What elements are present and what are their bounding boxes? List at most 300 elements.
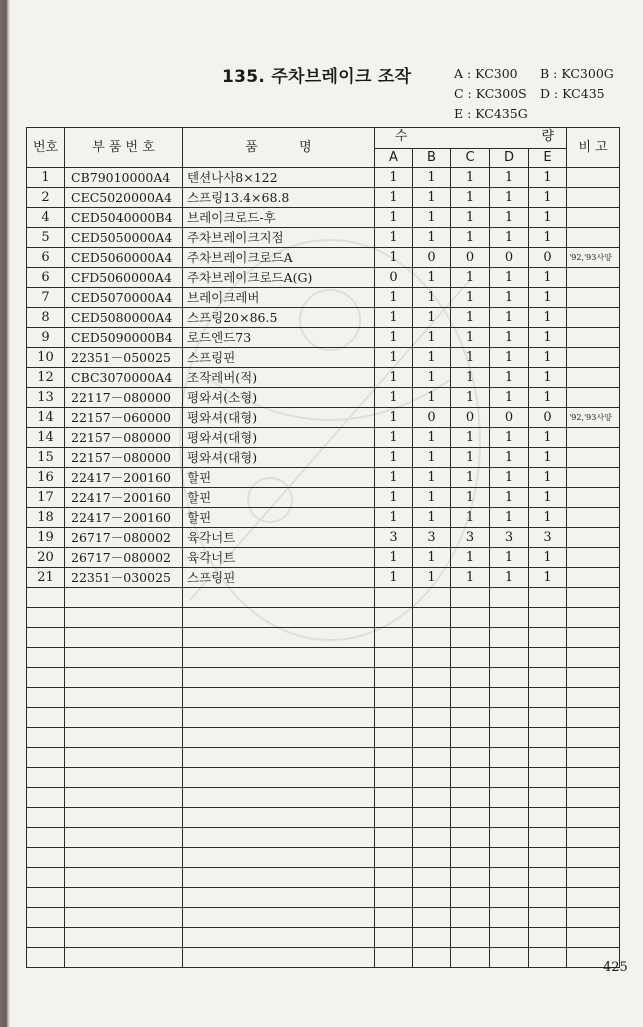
row-part-name — [183, 768, 375, 788]
row-part-name: 브레이크로드-후 — [183, 208, 375, 228]
row-part-no — [65, 828, 183, 848]
row-qty-c: 1 — [451, 328, 490, 348]
row-no: 1 — [27, 168, 65, 188]
row-remarks — [567, 288, 620, 308]
row-qty-a — [375, 888, 413, 908]
row-remarks — [567, 568, 620, 588]
row-qty-a: 1 — [375, 428, 413, 448]
row-qty-c: 1 — [451, 388, 490, 408]
row-qty-a — [375, 808, 413, 828]
row-part-name — [183, 868, 375, 888]
row-qty-b — [413, 768, 451, 788]
row-qty-b — [413, 868, 451, 888]
row-qty-c — [451, 708, 490, 728]
row-part-name — [183, 728, 375, 748]
row-part-no: CFD5060000A4 — [65, 268, 183, 288]
row-part-name: 주차브레이크로드A — [183, 248, 375, 268]
row-qty-e — [529, 748, 567, 768]
header-col-c: C — [451, 149, 490, 168]
row-remarks — [567, 868, 620, 888]
row-part-no — [65, 628, 183, 648]
row-qty-c: 1 — [451, 428, 490, 448]
row-qty-c: 1 — [451, 548, 490, 568]
row-part-name — [183, 888, 375, 908]
row-qty-c: 1 — [451, 188, 490, 208]
row-qty-c — [451, 628, 490, 648]
row-part-name: 평와셔(대형) — [183, 428, 375, 448]
row-qty-d — [490, 728, 529, 748]
row-no — [27, 808, 65, 828]
row-qty-c — [451, 608, 490, 628]
table-row — [27, 328, 620, 348]
row-qty-c — [451, 668, 490, 688]
row-qty-a: 1 — [375, 248, 413, 268]
row-qty-b — [413, 588, 451, 608]
row-qty-c — [451, 648, 490, 668]
row-qty-a: 1 — [375, 508, 413, 528]
row-qty-d: 1 — [490, 488, 529, 508]
row-qty-e — [529, 808, 567, 828]
row-qty-d — [490, 648, 529, 668]
row-qty-c — [451, 848, 490, 868]
row-no — [27, 768, 65, 788]
header-col-d: D — [490, 149, 529, 168]
row-qty-b: 1 — [413, 208, 451, 228]
row-qty-b — [413, 628, 451, 648]
row-no: 6 — [27, 268, 65, 288]
row-part-no — [65, 928, 183, 948]
row-no — [27, 628, 65, 648]
row-part-name: 스프링13.4×68.8 — [183, 188, 375, 208]
row-qty-c — [451, 588, 490, 608]
row-qty-c — [451, 748, 490, 768]
row-qty-b — [413, 748, 451, 768]
row-remarks — [567, 848, 620, 868]
table-row — [27, 648, 620, 668]
row-part-name: 할핀 — [183, 508, 375, 528]
row-part-name: 브레이크레버 — [183, 288, 375, 308]
row-part-no: 22351－050025 — [65, 348, 183, 368]
row-part-name: 주차브레이크로드A(G) — [183, 268, 375, 288]
table-row — [27, 588, 620, 608]
row-part-name: 할핀 — [183, 488, 375, 508]
row-no: 14 — [27, 428, 65, 448]
row-part-no — [65, 948, 183, 968]
row-remarks — [567, 448, 620, 468]
row-part-name — [183, 588, 375, 608]
row-qty-e — [529, 588, 567, 608]
row-qty-e — [529, 728, 567, 748]
row-qty-e: 0 — [529, 408, 567, 428]
row-part-no: 22157－080000 — [65, 448, 183, 468]
row-qty-e: 0 — [529, 248, 567, 268]
table-row — [27, 848, 620, 868]
row-qty-a: 1 — [375, 208, 413, 228]
row-qty-c — [451, 788, 490, 808]
row-qty-b: 1 — [413, 388, 451, 408]
row-qty-b — [413, 808, 451, 828]
row-qty-a: 1 — [375, 228, 413, 248]
row-qty-c: 1 — [451, 468, 490, 488]
row-qty-d: 3 — [490, 528, 529, 548]
table-row — [27, 208, 620, 228]
row-remarks — [567, 308, 620, 328]
row-part-no: 22417－200160 — [65, 488, 183, 508]
row-qty-d: 1 — [490, 368, 529, 388]
row-part-no — [65, 588, 183, 608]
row-part-name — [183, 708, 375, 728]
table-row — [27, 728, 620, 748]
row-remarks — [567, 608, 620, 628]
row-no: 7 — [27, 288, 65, 308]
table-row — [27, 228, 620, 248]
row-qty-e — [529, 768, 567, 788]
row-qty-c: 1 — [451, 288, 490, 308]
row-qty-b — [413, 908, 451, 928]
table-row — [27, 508, 620, 528]
row-part-no: 26717－080002 — [65, 528, 183, 548]
row-part-no: CEC5020000A4 — [65, 188, 183, 208]
row-part-no: 22157－080000 — [65, 428, 183, 448]
row-qty-c — [451, 828, 490, 848]
row-qty-e: 1 — [529, 208, 567, 228]
row-qty-a — [375, 628, 413, 648]
row-qty-b: 1 — [413, 328, 451, 348]
row-qty-e: 1 — [529, 288, 567, 308]
row-qty-b — [413, 888, 451, 908]
row-qty-b — [413, 728, 451, 748]
table-row — [27, 388, 620, 408]
row-qty-c: 1 — [451, 268, 490, 288]
row-no: 20 — [27, 548, 65, 568]
row-remarks — [567, 928, 620, 948]
row-no: 15 — [27, 448, 65, 468]
row-qty-c: 1 — [451, 448, 490, 468]
table-row — [27, 568, 620, 588]
row-qty-e: 1 — [529, 368, 567, 388]
row-qty-e — [529, 868, 567, 888]
row-part-no — [65, 608, 183, 628]
row-no: 18 — [27, 508, 65, 528]
row-part-name: 조작레버(적) — [183, 368, 375, 388]
row-remarks — [567, 548, 620, 568]
row-qty-a — [375, 588, 413, 608]
model-a: A : KC300 — [454, 66, 518, 81]
row-part-name — [183, 808, 375, 828]
row-part-no — [65, 768, 183, 788]
row-no — [27, 648, 65, 668]
row-qty-d — [490, 608, 529, 628]
row-qty-a: 1 — [375, 368, 413, 388]
row-qty-a: 1 — [375, 568, 413, 588]
row-qty-d — [490, 908, 529, 928]
row-qty-a: 3 — [375, 528, 413, 548]
row-remarks — [567, 468, 620, 488]
row-qty-d — [490, 788, 529, 808]
row-part-name: 스프링20×86.5 — [183, 308, 375, 328]
row-qty-a — [375, 668, 413, 688]
row-qty-b: 1 — [413, 548, 451, 568]
table-row — [27, 428, 620, 448]
row-qty-e: 1 — [529, 508, 567, 528]
row-no: 21 — [27, 568, 65, 588]
row-qty-a: 1 — [375, 448, 413, 468]
row-qty-d: 1 — [490, 268, 529, 288]
row-part-no: 22117－080000 — [65, 388, 183, 408]
table-row — [27, 368, 620, 388]
row-part-name: 스프링핀 — [183, 348, 375, 368]
row-qty-d: 1 — [490, 288, 529, 308]
row-remarks — [567, 668, 620, 688]
row-qty-d: 1 — [490, 548, 529, 568]
row-qty-a: 1 — [375, 408, 413, 428]
row-remarks — [567, 688, 620, 708]
row-part-no — [65, 708, 183, 728]
row-no — [27, 828, 65, 848]
table-row — [27, 808, 620, 828]
row-part-no: 22417－200160 — [65, 508, 183, 528]
row-part-name — [183, 848, 375, 868]
row-qty-d: 1 — [490, 568, 529, 588]
row-qty-e: 1 — [529, 228, 567, 248]
row-remarks — [567, 488, 620, 508]
table-row — [27, 188, 620, 208]
row-remarks — [567, 188, 620, 208]
row-part-no — [65, 748, 183, 768]
model-e: E : KC435G — [454, 106, 528, 121]
table-row — [27, 828, 620, 848]
table-row — [27, 748, 620, 768]
row-qty-d: 0 — [490, 248, 529, 268]
table-row — [27, 768, 620, 788]
row-no — [27, 868, 65, 888]
header-qty-left: 수 — [395, 129, 408, 144]
row-qty-e: 1 — [529, 328, 567, 348]
row-part-no — [65, 868, 183, 888]
row-part-no: CED5080000A4 — [65, 308, 183, 328]
row-qty-a — [375, 688, 413, 708]
row-part-no: 22351－030025 — [65, 568, 183, 588]
row-qty-b: 1 — [413, 488, 451, 508]
row-qty-b — [413, 788, 451, 808]
row-no: 10 — [27, 348, 65, 368]
row-qty-a: 1 — [375, 488, 413, 508]
row-qty-c: 1 — [451, 568, 490, 588]
row-remarks — [567, 768, 620, 788]
row-part-no — [65, 888, 183, 908]
row-part-no — [65, 908, 183, 928]
row-qty-d — [490, 588, 529, 608]
row-qty-e: 3 — [529, 528, 567, 548]
row-qty-e — [529, 688, 567, 708]
table-row — [27, 348, 620, 368]
row-qty-b — [413, 708, 451, 728]
row-part-name: 평와셔(대형) — [183, 448, 375, 468]
row-part-name — [183, 828, 375, 848]
row-qty-c — [451, 928, 490, 948]
header-no: 번호 — [27, 128, 65, 168]
parts-rows — [27, 168, 620, 968]
row-qty-b: 1 — [413, 228, 451, 248]
row-part-name — [183, 688, 375, 708]
model-d: D : KC435 — [540, 86, 605, 101]
row-remarks — [567, 788, 620, 808]
row-qty-a: 1 — [375, 188, 413, 208]
header-remarks: 비 고 — [567, 128, 620, 168]
row-qty-a — [375, 708, 413, 728]
row-no: 12 — [27, 368, 65, 388]
row-part-name — [183, 648, 375, 668]
row-qty-d: 1 — [490, 508, 529, 528]
row-qty-c: 1 — [451, 168, 490, 188]
row-remarks — [567, 168, 620, 188]
row-part-no: CED5040000B4 — [65, 208, 183, 228]
row-qty-d: 1 — [490, 228, 529, 248]
row-no — [27, 608, 65, 628]
row-qty-b — [413, 928, 451, 948]
row-no: 5 — [27, 228, 65, 248]
row-qty-e — [529, 708, 567, 728]
row-no: 8 — [27, 308, 65, 328]
row-qty-b: 0 — [413, 248, 451, 268]
row-part-name — [183, 908, 375, 928]
row-qty-a: 1 — [375, 168, 413, 188]
row-qty-b: 0 — [413, 408, 451, 428]
row-part-name: 평와셔(대형) — [183, 408, 375, 428]
row-qty-d: 1 — [490, 328, 529, 348]
row-part-no — [65, 788, 183, 808]
header-col-a: A — [375, 149, 413, 168]
table-row — [27, 908, 620, 928]
row-qty-b — [413, 648, 451, 668]
row-qty-d — [490, 808, 529, 828]
row-qty-e — [529, 908, 567, 928]
row-part-no — [65, 648, 183, 668]
row-qty-d: 1 — [490, 208, 529, 228]
row-qty-b: 1 — [413, 568, 451, 588]
page-number: 425 — [603, 960, 628, 975]
row-part-no: CED5070000A4 — [65, 288, 183, 308]
table-row — [27, 248, 620, 268]
row-part-name — [183, 928, 375, 948]
row-no: 4 — [27, 208, 65, 228]
row-part-name — [183, 748, 375, 768]
row-qty-e: 1 — [529, 428, 567, 448]
row-qty-a — [375, 788, 413, 808]
row-remarks — [567, 588, 620, 608]
row-qty-d — [490, 628, 529, 648]
row-qty-b: 3 — [413, 528, 451, 548]
row-qty-d — [490, 688, 529, 708]
row-part-no: CB79010000A4 — [65, 168, 183, 188]
row-qty-b: 1 — [413, 268, 451, 288]
header-qty-right: 량 — [541, 129, 555, 144]
table-row — [27, 628, 620, 648]
model-b: B : KC300G — [540, 66, 614, 81]
row-no: 2 — [27, 188, 65, 208]
row-qty-c: 1 — [451, 488, 490, 508]
table-row — [27, 788, 620, 808]
table-row — [27, 688, 620, 708]
row-qty-a — [375, 828, 413, 848]
row-qty-a: 1 — [375, 388, 413, 408]
table-row — [27, 448, 620, 468]
row-qty-b: 1 — [413, 188, 451, 208]
table-row — [27, 268, 620, 288]
row-qty-b: 1 — [413, 288, 451, 308]
row-remarks — [567, 728, 620, 748]
row-qty-d — [490, 668, 529, 688]
row-no — [27, 908, 65, 928]
row-qty-b — [413, 828, 451, 848]
row-qty-b — [413, 848, 451, 868]
table-row — [27, 528, 620, 548]
row-qty-d — [490, 888, 529, 908]
row-qty-c — [451, 768, 490, 788]
row-qty-e: 1 — [529, 388, 567, 408]
row-qty-d: 1 — [490, 188, 529, 208]
row-qty-c: 1 — [451, 308, 490, 328]
row-qty-d: 1 — [490, 468, 529, 488]
row-part-no: CED5050000A4 — [65, 228, 183, 248]
row-no — [27, 708, 65, 728]
row-part-no — [65, 808, 183, 828]
row-qty-a — [375, 908, 413, 928]
row-qty-d — [490, 748, 529, 768]
row-part-no: CBC3070000A4 — [65, 368, 183, 388]
row-qty-c: 1 — [451, 348, 490, 368]
table-row — [27, 668, 620, 688]
row-qty-a — [375, 868, 413, 888]
row-qty-e — [529, 628, 567, 648]
row-qty-c: 0 — [451, 408, 490, 428]
row-qty-e — [529, 888, 567, 908]
row-qty-c: 1 — [451, 208, 490, 228]
row-part-name: 주차브레이크지점 — [183, 228, 375, 248]
row-qty-d — [490, 768, 529, 788]
row-remarks: '92,'93사양 — [567, 248, 620, 268]
row-part-name: 육각너트 — [183, 548, 375, 568]
table-row — [27, 288, 620, 308]
row-qty-e: 1 — [529, 268, 567, 288]
row-qty-b: 1 — [413, 348, 451, 368]
table-row — [27, 608, 620, 628]
row-qty-b: 1 — [413, 448, 451, 468]
header-col-b: B — [413, 149, 451, 168]
row-remarks — [567, 908, 620, 928]
row-remarks — [567, 628, 620, 648]
row-qty-e: 1 — [529, 348, 567, 368]
row-part-name: 텐션나사8×122 — [183, 168, 375, 188]
row-remarks — [567, 808, 620, 828]
row-qty-c: 1 — [451, 228, 490, 248]
table-row — [27, 488, 620, 508]
row-remarks — [567, 828, 620, 848]
row-qty-e: 1 — [529, 188, 567, 208]
model-c: C : KC300S — [454, 86, 527, 101]
row-qty-a — [375, 748, 413, 768]
row-no: 17 — [27, 488, 65, 508]
row-qty-e — [529, 948, 567, 968]
page-title: 135. 주차브레이크 조작 — [222, 67, 412, 87]
row-qty-a — [375, 948, 413, 968]
row-qty-e — [529, 668, 567, 688]
row-qty-a: 1 — [375, 548, 413, 568]
row-no — [27, 688, 65, 708]
row-qty-b: 1 — [413, 168, 451, 188]
row-qty-c — [451, 808, 490, 828]
row-qty-d: 1 — [490, 428, 529, 448]
